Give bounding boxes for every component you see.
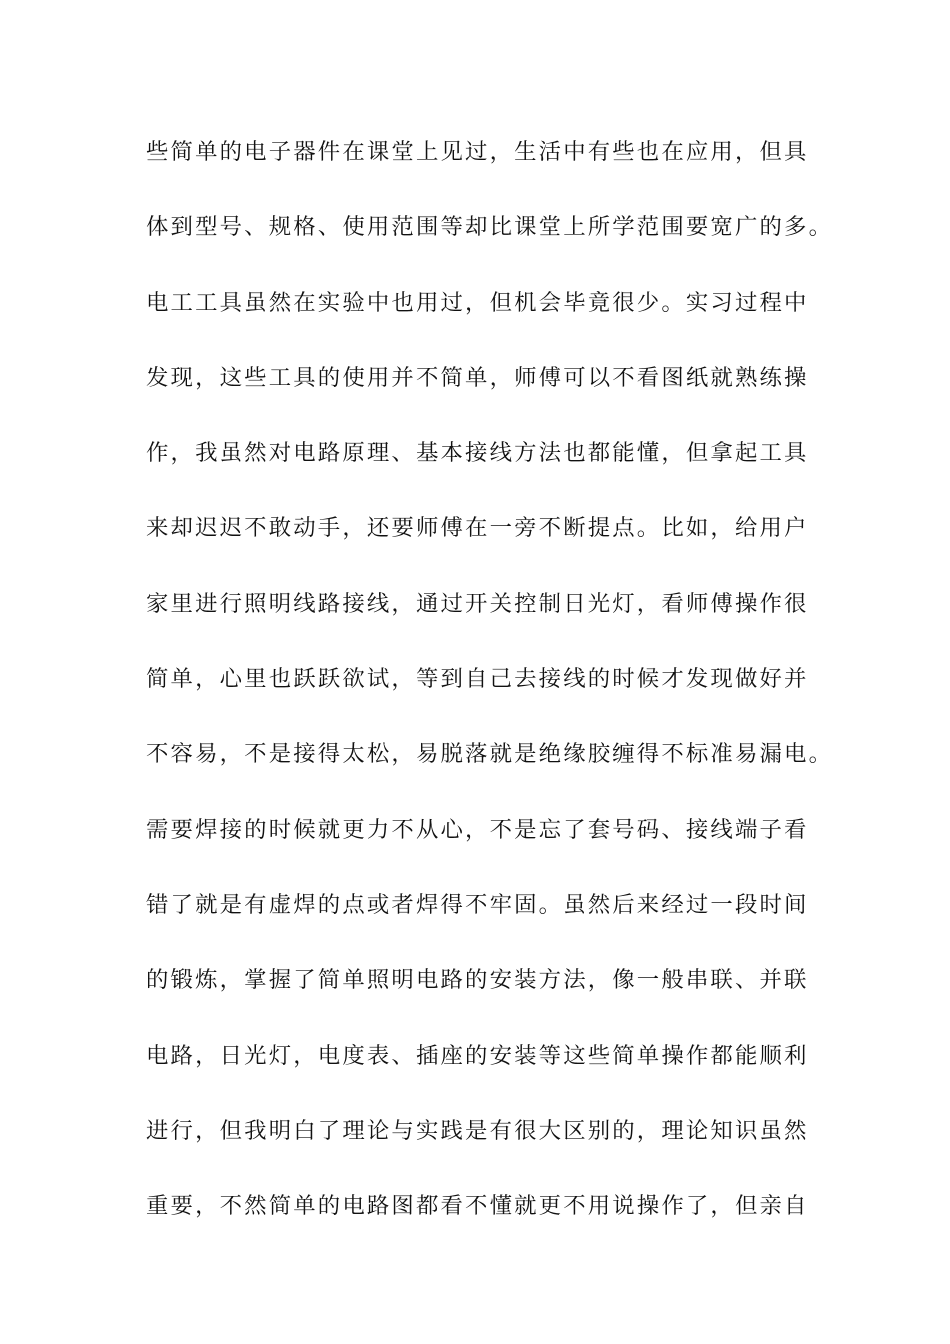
text-line: 体到型号、规格、使用范围等却比课堂上所学范围要宽广的多。 <box>146 214 834 241</box>
text-line: 来却迟迟不敢动手，还要师傅在一旁不断提点。比如，给用户 <box>146 515 809 542</box>
text-line: 作，我虽然对电路原理、基本接线方法也都能懂，但拿起工具 <box>146 440 809 467</box>
text-line: 家里进行照明线路接线，通过开关控制日光灯，看师傅操作很 <box>146 590 809 617</box>
text-line: 的锻炼，掌握了简单照明电路的安装方法，像一般串联、并联 <box>146 967 809 994</box>
text-line: 些简单的电子器件在课堂上见过，生活中有些也在应用，但具 <box>146 139 809 165</box>
text-line: 发现，这些工具的使用并不简单，师傅可以不看图纸就熟练操 <box>146 364 809 391</box>
text-line: 错了就是有虚焊的点或者焊得不牢固。虽然后来经过一段时间 <box>146 891 809 918</box>
text-line: 重要，不然简单的电路图都看不懂就更不用说操作了，但亲自 <box>146 1193 809 1220</box>
text-line: 电工工具虽然在实验中也用过，但机会毕竟很少。实习过程中 <box>146 289 809 316</box>
text-line: 电路，日光灯，电度表、插座的安装等这些简单操作都能顺利 <box>146 1042 809 1069</box>
body-text <box>146 130 834 1259</box>
text-line: 需要焊接的时候就更力不从心，不是忘了套号码、接线端子看 <box>146 816 809 843</box>
text-line: 不容易，不是接得太松，易脱落就是绝缘胶缠得不标准易漏电。 <box>146 741 834 768</box>
text-line: 简单，心里也跃跃欲试，等到自己去接线的时候才发现做好并 <box>146 666 809 693</box>
text-line: 进行，但我明白了理论与实践是有很大区别的，理论知识虽然 <box>146 1117 809 1144</box>
